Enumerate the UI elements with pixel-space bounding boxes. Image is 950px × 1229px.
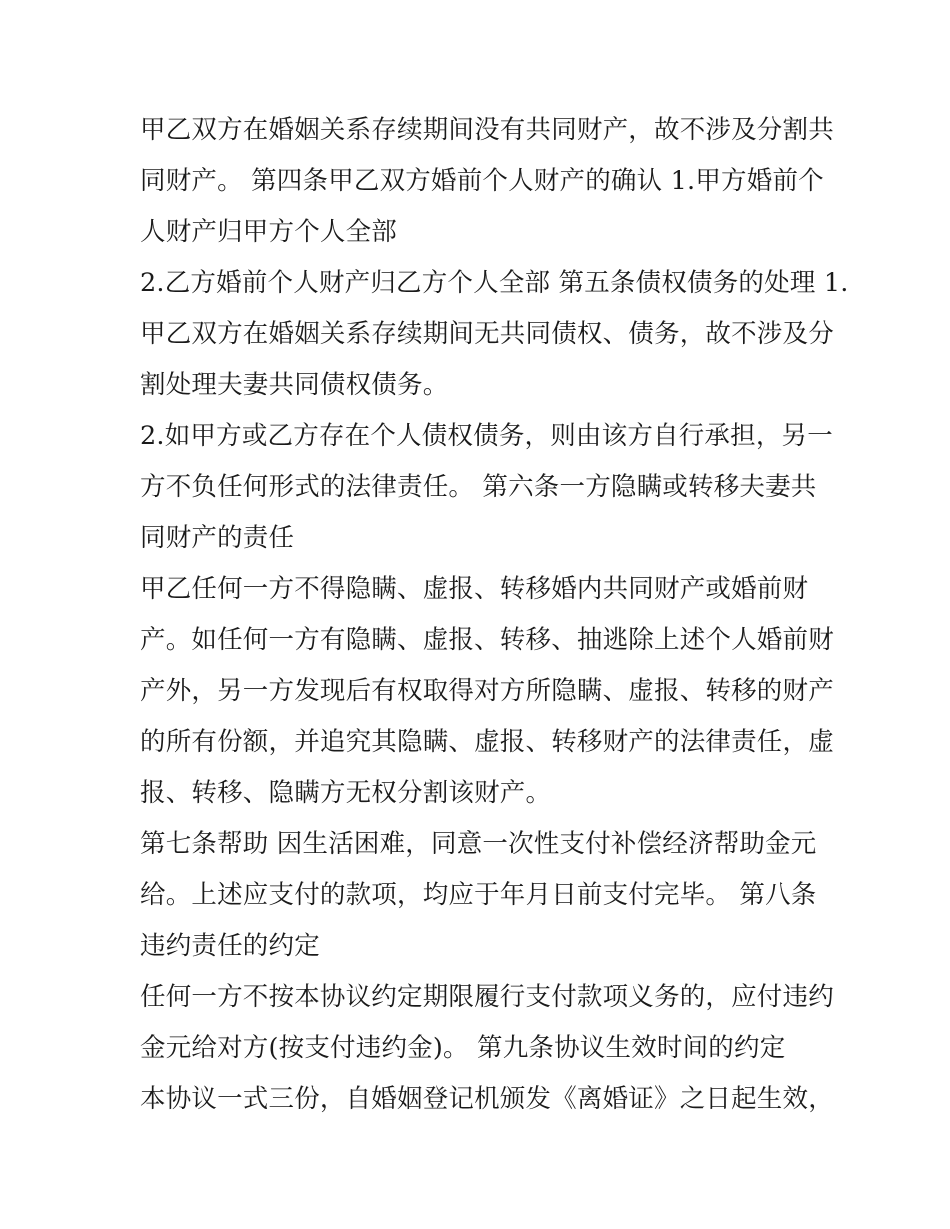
text-line: 给。上述应支付的款项，均应于年月日前支付完毕。 第八条 bbox=[140, 880, 817, 910]
text-line: 报、转移、隐瞒方无权分割该财产。 bbox=[140, 778, 552, 808]
text-line: 2.乙方婚前个人财产归乙方个人全部 第五条债权债务的处理 1. bbox=[140, 268, 849, 298]
text-line: 本协议一式三份，自婚姻登记机颁发《离婚证》之日起生效， bbox=[140, 1084, 834, 1114]
text-line: 金元给对方(按支付违约金)。 第九条协议生效时间的约定 bbox=[140, 1033, 786, 1063]
text-line: 割处理夫妻共同债权债务。 bbox=[140, 370, 449, 400]
text-line: 产。如任何一方有隐瞒、虚报、转移、抽逃除上述个人婚前财 bbox=[140, 625, 834, 655]
text-line: 甲乙任何一方不得隐瞒、虚报、转移婚内共同财产或婚前财 bbox=[140, 574, 809, 604]
text-line: 2.如甲方或乙方存在个人债权债务，则由该方自行承担，另一 bbox=[140, 421, 833, 451]
document-body bbox=[140, 105, 849, 1125]
text-line: 人财产归甲方个人全部 bbox=[140, 217, 398, 247]
text-line: 甲乙双方在婚姻关系存续期间没有共同财产，故不涉及分割共 bbox=[140, 115, 834, 145]
text-line: 同财产的责任 bbox=[140, 523, 295, 553]
text-line: 任何一方不按本协议约定期限履行支付款项义务的，应付违约 bbox=[140, 982, 834, 1012]
text-line: 产外，另一方发现后有权取得对方所隐瞒、虚报、转移的财产 bbox=[140, 676, 834, 706]
text-line: 方不负任何形式的法律责任。 第六条一方隐瞒或转移夫妻共 bbox=[140, 472, 817, 502]
text-line: 同财产。 第四条甲乙双方婚前个人财产的确认 1.甲方婚前个 bbox=[140, 166, 824, 196]
text-line: 甲乙双方在婚姻关系存续期间无共同债权、债务，故不涉及分 bbox=[140, 319, 834, 349]
text-line: 第七条帮助 因生活困难，同意一次性支付补偿经济帮助金元 bbox=[140, 829, 817, 859]
text-line: 违约责任的约定 bbox=[140, 931, 320, 961]
text-line: 的所有份额，并追究其隐瞒、虚报、转移财产的法律责任，虚 bbox=[140, 727, 834, 757]
